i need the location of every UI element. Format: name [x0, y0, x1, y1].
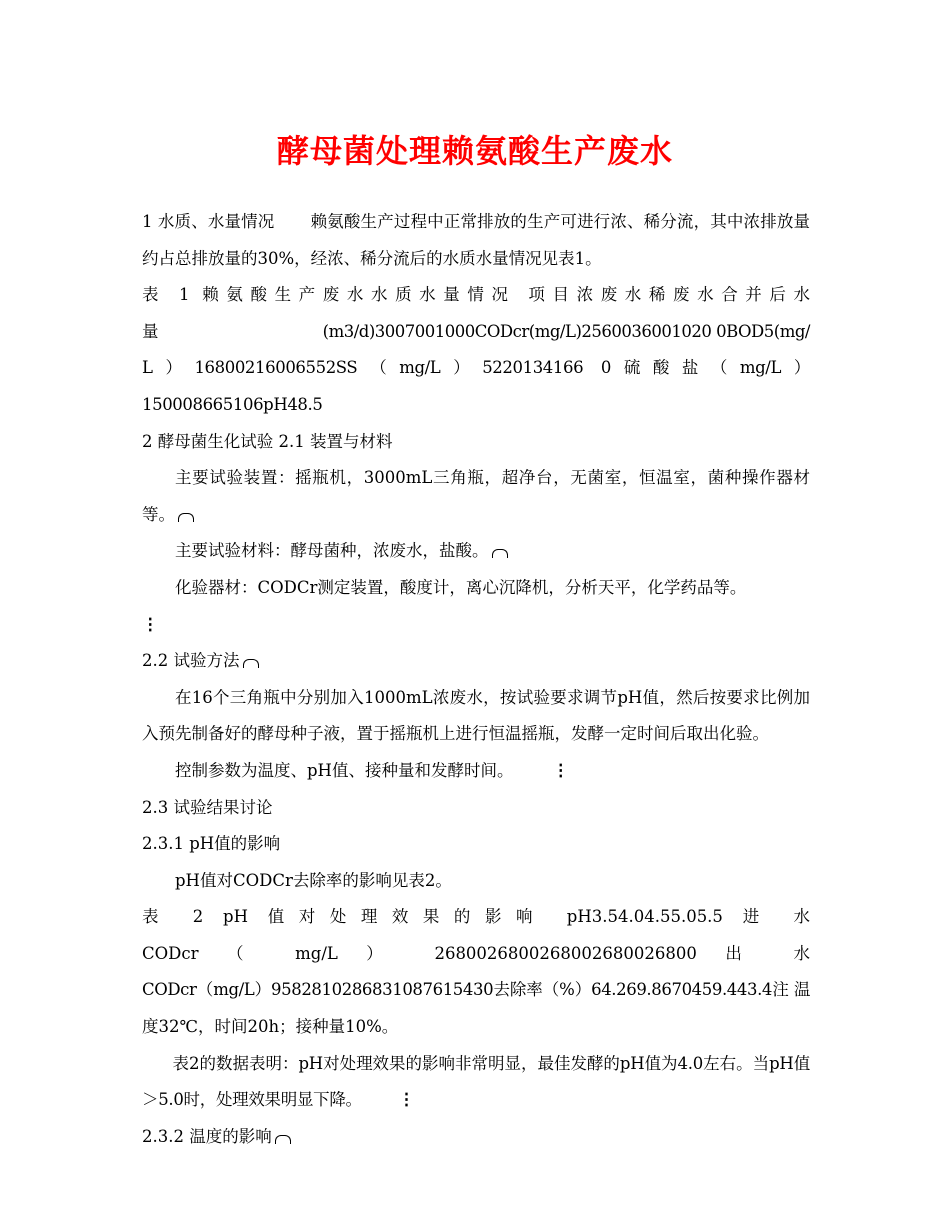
table-2-line-4: 度32℃，时间20h；接种量10%。 [142, 1017, 399, 1037]
paragraph-mark-icon [243, 659, 259, 668]
vertical-ellipsis-icon: ⋮ [398, 1090, 415, 1110]
table-1-line-2-end: (m3/d)3007001000CODcr(mg/L)2560036001020 0BOD5(mg/ [322, 321, 810, 341]
vertical-ellipsis-icon: ⋮ [142, 614, 159, 634]
paragraph-mark-icon [275, 1135, 291, 1144]
section-2-3-2-paragraph [142, 1119, 810, 1156]
section-1-text: 赖氨酸生产过程中正常排放的生产可进行浓、稀分流，其中浓排放量约占总排放量的30%，经浓、稀分流后的水质水量情况见表1。 [142, 212, 810, 268]
section-1-paragraph [142, 204, 810, 277]
table-2-line-3: CODcr（mg/L）9582810286831087615430去除率（%）64.269.8670459.443.4注 温 [142, 980, 810, 1000]
document-body [142, 204, 810, 1155]
ph-paragraph: pH值对CODCr去除率的影响见表2。 [175, 870, 452, 890]
equipment-paragraph [142, 460, 810, 533]
ellipsis-line [142, 607, 810, 644]
materials-text: 主要试验材料：酵母菌种，浓废水，盐酸。 [175, 541, 489, 561]
result-paragraph [142, 1046, 810, 1119]
table-1-line-2-start: 量 [142, 321, 159, 341]
table-2-line-2: CODcr （ mg/L ） 2680026800268002680026800 出 水 [142, 943, 810, 963]
materials-paragraph [142, 533, 810, 570]
table-2-line-1: 表 2 pH 值对处理效果的影响 pH3.54.04.55.05.5 进 水 [142, 907, 810, 927]
section-2-2-paragraph [142, 643, 810, 680]
vertical-ellipsis-icon: ⋮ [552, 760, 569, 780]
section-2-3-heading: 2.3 试验结果讨论 [142, 797, 273, 817]
control-paragraph [142, 753, 810, 790]
section-2-2-heading: 2.2 试验方法 [142, 651, 240, 671]
apparatus-paragraph: 化验器材：CODCr测定装置，酸度计，离心沉降机，分析天平，化学药品等。 [175, 577, 747, 597]
paragraph-mark-icon [492, 549, 508, 558]
method-paragraph: 在16个三角瓶中分别加入1000mL浓废水，按试验要求调节pH值，然后按要求比例加入预先制备好的酵母种子液，置于摇瓶机上进行恒温摇瓶，发酵一定时间后取出化验。 [142, 687, 810, 744]
result-text: 表2的数据表明：pH对处理效果的影响非常明显，最佳发酵的pH值为4.0左右。当pH值＞5.0时，处理效果明显下降。 [142, 1053, 810, 1110]
section-2-3-2-heading: 2.3.2 温度的影响 [142, 1126, 272, 1146]
paragraph-mark-icon [178, 513, 194, 522]
table-1-line-2 [142, 314, 810, 351]
section-1-heading: 1 水质、水量情况 [142, 212, 275, 231]
table-1-line-1: 表 1 赖氨酸生产废水水质水量情况 项目浓废水稀废水合并后水 [142, 285, 810, 305]
control-text: 控制参数为温度、pH值、接种量和发酵时间。 [175, 760, 514, 780]
table-1-line-3: L）16800216006552SS（mg/L）5220134166 0硫酸盐（mg/L）150008665106pH48.5 [142, 358, 810, 414]
section-2-3-1-heading: 2.3.1 pH值的影响 [142, 834, 281, 854]
document-title: 酵母菌处理赖氨酸生产废水 [276, 132, 673, 170]
section-2-heading: 2 酵母菌生化试验 2.1 装置与材料 [142, 431, 393, 451]
equipment-text: 主要试验装置：摇瓶机，3000mL三角瓶，超净台，无菌室，恒温室，菌种操作器材等。 [142, 468, 810, 524]
